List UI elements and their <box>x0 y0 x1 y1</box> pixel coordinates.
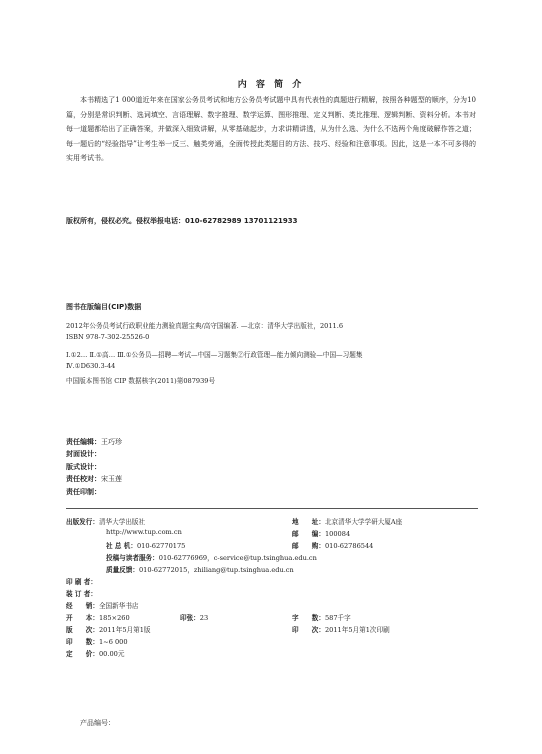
cip-line-title: 2012年公务员考试行政职业能力测验真题宝典/高守国编著. —北京：清华大学出版社，2011.6 <box>66 322 344 330</box>
format-value: 185×260 <box>98 614 130 622</box>
format-label: 开 本： <box>66 614 99 622</box>
summary-body: 本书精选了1 000道近年来在国家公务员考试和地方公务员考试题中具有代表性的真题进行精解，按照各种题型的顺序，分为10篇，分别是常识判断、选词填空、言语理解、数字推理、数学运算、图形推理、定义判断、类比推理、逻辑判断、资料分析。本书对每一道题都给出了正确答案，并做深入细致讲解，从零基础起步，力求讲精讲透，从为什么选、为什么不选两个角度破解作答之道；每一题后的“经验指导”让考生举一反三、触类旁通，全面传授此类题目的方法、技巧、经验和注意事项。因此，这是一本不可多得的实用考试书。 <box>66 96 476 163</box>
binder-row <box>66 588 97 598</box>
cip-line-isbn: ISBN 978-7-302-25526-0 <box>66 333 150 341</box>
switchboard-row <box>106 540 185 550</box>
credit-label: 封面设计： <box>66 450 101 459</box>
distributor-row <box>66 600 139 610</box>
switchboard-value: 010-62770175 <box>136 542 186 550</box>
quality-feedback-row <box>106 564 294 574</box>
credit-printing <box>66 486 122 498</box>
format-row <box>66 612 130 622</box>
print-run-row <box>66 636 128 646</box>
cip-line-classification: Ⅳ.①D630.3-44 <box>66 362 116 370</box>
publisher-name: 清华大学出版社 <box>98 518 146 526</box>
mail-order-row <box>292 540 373 550</box>
cip-heading: 图书在版编目(CIP)数据 <box>66 303 142 311</box>
edition-row <box>66 624 151 634</box>
impression-label: 印 次： <box>292 626 325 634</box>
print-run-value: 1~6 000 <box>98 638 128 646</box>
credit-label: 版式设计： <box>66 462 101 471</box>
credit-label: 责任编辑： <box>66 438 101 446</box>
address-row <box>292 516 402 526</box>
mail-order-value: 010-62786544 <box>324 542 374 550</box>
binder-label: 装 订 者： <box>66 590 97 598</box>
sheets-label: 印张： <box>180 614 200 622</box>
address-label: 地 址： <box>292 518 325 526</box>
publisher-row <box>66 516 145 526</box>
mail-order-label: 邮 购： <box>292 542 325 550</box>
publisher-label: 出版发行： <box>66 518 99 526</box>
distributor-label: 经 销： <box>66 602 99 610</box>
printer-row <box>66 576 97 586</box>
reader-service-row <box>106 552 317 562</box>
print-run-label: 印 数： <box>66 638 99 646</box>
cip-line-record: 中国版本图书馆 CIP 数据核字(2011)第087939号 <box>66 377 216 385</box>
postcode-value: 100084 <box>324 530 351 538</box>
word-count-row <box>292 612 351 622</box>
postcode-row <box>292 528 350 538</box>
impression-row <box>292 624 390 634</box>
reader-service-label: 投稿与读者服务： <box>106 554 159 562</box>
price-label: 定 价： <box>66 650 99 658</box>
credit-cover <box>66 448 122 460</box>
divider-line <box>66 508 478 509</box>
credit-value: 王巧珍 <box>101 438 122 446</box>
word-count-value: 587千字 <box>324 614 351 622</box>
credit-editor <box>66 436 122 448</box>
summary-heading: 内 容 简 介 <box>237 80 305 90</box>
sheets-row <box>180 612 208 622</box>
edition-value: 2011年5月第1版 <box>98 626 151 634</box>
credit-label: 责任印制： <box>66 487 101 496</box>
switchboard-label: 社 总 机： <box>106 542 137 550</box>
credits-block <box>66 436 122 498</box>
sheets-value: 23 <box>199 614 209 622</box>
address-value: 北京清华大学学研大厦A座 <box>324 518 403 526</box>
credit-label: 责任校对： <box>66 475 101 484</box>
cip-line-subjects: Ⅰ.①2… Ⅱ.①高… Ⅲ.①公务员—招聘—考试—中国—习题集②行政管理—能力倾向测验—中国—习题集 <box>66 351 363 359</box>
copyright-notice: 版权所有，侵权必究。侵权举报电话：010-62782989 13701121933 <box>66 217 298 225</box>
postcode-label: 邮 编： <box>292 530 325 538</box>
word-count-label: 字 数： <box>292 614 325 622</box>
price-row <box>66 648 124 658</box>
price-value: 00.00元 <box>98 650 125 658</box>
reader-service-value: 010-62776969，c-service@tup.tsinghua.edu.cn <box>158 554 317 562</box>
credit-layout <box>66 461 122 473</box>
credit-value: 宋玉莲 <box>101 475 122 484</box>
distributor-value: 全国新华书店 <box>98 602 139 610</box>
quality-feedback-label: 质量反馈： <box>106 566 139 574</box>
printer-label: 印 刷 者： <box>66 578 97 586</box>
impression-value: 2011年5月第1次印刷 <box>324 626 390 634</box>
product-code-label: 产品编号： <box>80 719 115 727</box>
credit-proofreader <box>66 473 122 485</box>
publisher-url: http://www.tup.com.cn <box>106 528 182 536</box>
quality-feedback-value: 010-62772015，zhiliang@tup.tsinghua.edu.cn <box>138 566 294 574</box>
edition-label: 版 次： <box>66 626 99 634</box>
